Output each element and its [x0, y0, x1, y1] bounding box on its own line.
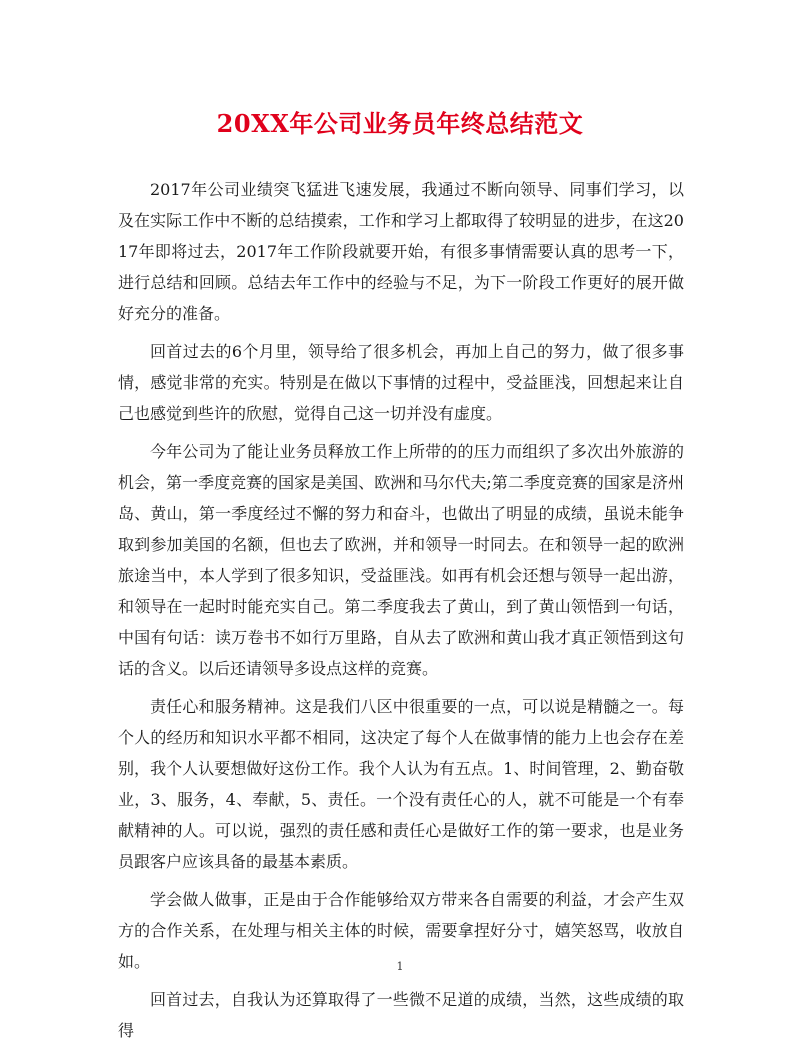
document-body: [118, 174, 684, 1053]
page-number: 1: [396, 960, 404, 973]
paragraph-2: 回首过去的6个月里，领导给了很多机会，再加上自己的努力，做了很多事情，感觉非常的充实。特别是在做以下事情的过程中，受益匪浅，回想起来让自己也感觉到些许的欣慰，觉得自己这一切并没有虚度。: [118, 342, 684, 423]
page-title: 20XX年公司业务员年终总结范文: [216, 109, 584, 138]
paragraph-6: 回首过去，自我认为还算取得了一些微不足道的成绩，当然，这些成绩的取得: [118, 990, 684, 1040]
paragraph-4: 责任心和服务精神。这是我们八区中很重要的一点，可以说是精髓之一。每个人的经历和知识水平都不相同，这决定了每个人在做事情的能力上也会存在差别，我个人认要想做好这份工作。我个人认为有五点。1、时间管理，2、勤奋敬业，3、服务，4、奉献，5、责任。一个没有责任心的人，就不可能是一个有奉献精神的人。可以说，强烈的责任感和责任心是做好工作的第一要求，也是业务员跟客户应该具备的最基本素质。: [118, 697, 684, 871]
paragraph-1: 2017年公司业绩突飞猛进飞速发展，我通过不断向领导、同事们学习，以及在实际工作中不断的总结摸索，工作和学习上都取得了较明显的进步，在这2017年即将过去，2017年工作阶段就要开始，有很多事情需要认真的思考一下，进行总结和回顾。总结去年工作中的经验与不足，为下一阶段工作更好的展开做好充分的准备。: [118, 180, 684, 323]
paragraph-5: 学会做人做事，正是由于合作能够给双方带来各自需要的利益，才会产生双方的合作关系，在处理与相关主体的时候，需要拿捏好分寸，嬉笑怒骂，收放自如。: [118, 890, 684, 971]
paragraph-3: 今年公司为了能让业务员释放工作上所带的的压力而组织了多次出外旅游的机会，第一季度竞赛的国家是美国、欧洲和马尔代夫;第二季度竞赛的国家是济州岛、黄山，第一季度经过不懈的努力和奋斗，也做出了明显的成绩，虽说未能争取到参加美国的名额，但也去了欧洲，并和领导一时同去。在和领导一起的欧洲旅途当中，本人学到了很多知识，受益匪浅。如再有机会还想与领导一起出游，和领导在一起时时能充实自己。第二季度我去了黄山，到了黄山领悟到一句话，中国有句话：读万卷书不如行万里路，自从去了欧洲和黄山我才真正领悟到这句话的含义。以后还请领导多设点这样的竞赛。: [118, 442, 684, 678]
